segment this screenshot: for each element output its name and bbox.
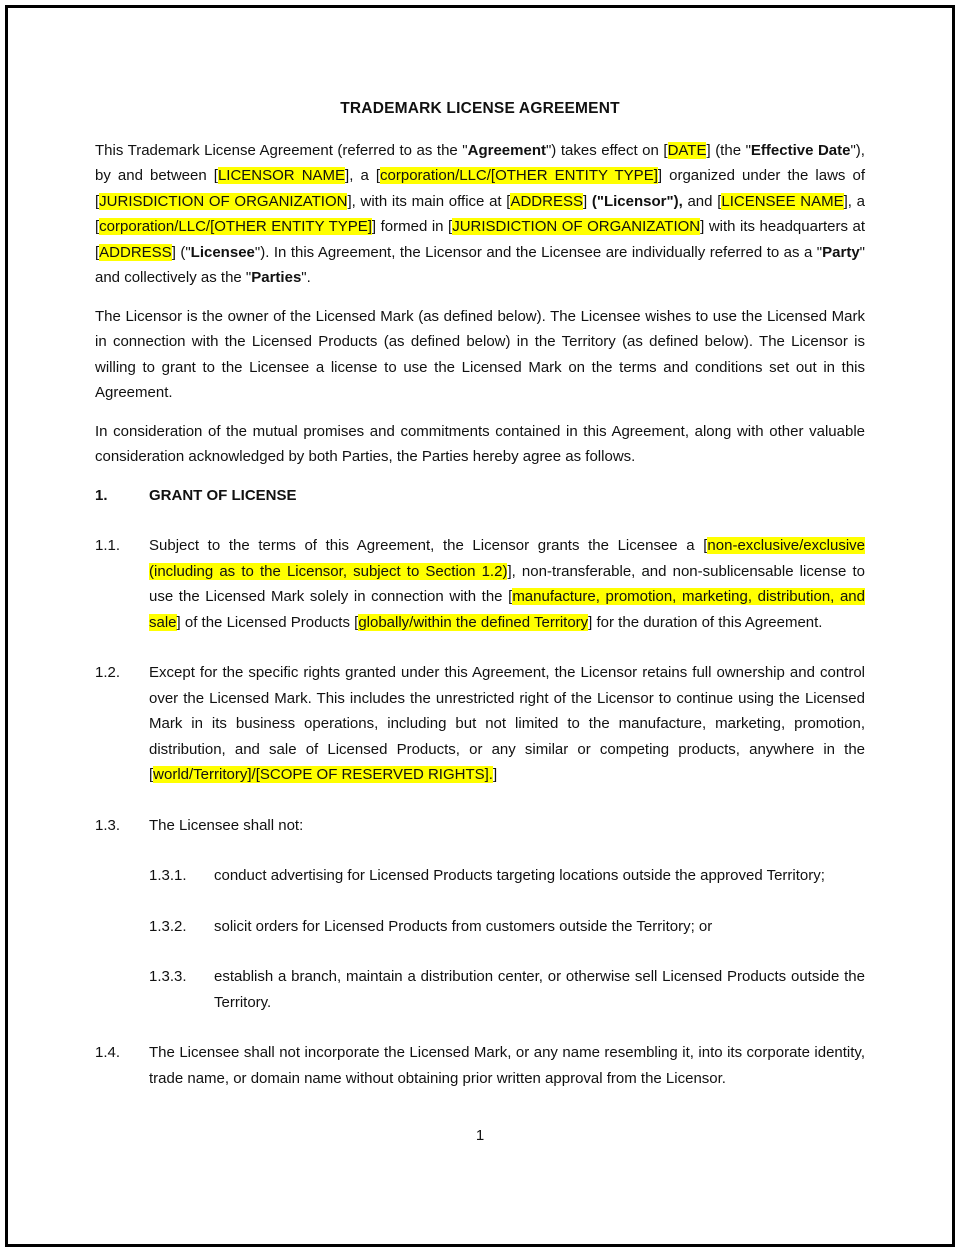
clause-1-3 — [95, 813, 865, 839]
text-run: ") takes effect on [ — [545, 141, 668, 159]
text-run: ". — [301, 269, 311, 286]
item-number: 1. — [95, 486, 108, 504]
text-run: ] of the Licensed Products [ — [176, 613, 359, 631]
text-run: Except for the specific rights granted under this Agreement, the Licensor retains full ownership and control over the Licensed Mark. This includes the unrestricted right of the Licensor to continue using the Licensed Mark in its business operations, including but not limited to the manufacture, marketing, promotion, distribution, and sale of Licensed Products, or any similar or competing products, anywhere in the [ — [149, 664, 865, 783]
text-run: " and collectively as the " — [95, 243, 865, 286]
placeholder-highlight: DATE — [667, 141, 707, 159]
item-number: 1.3.1. — [149, 867, 187, 884]
text-run: This Trademark License Agreement (referred to as the " — [95, 141, 468, 159]
text-run: ] formed in [ — [371, 218, 453, 235]
text-run: Parties — [251, 269, 302, 286]
text-run: Subject to the terms of this Agreement, the Licensor grants the Licensee a [ — [149, 537, 708, 554]
text-run: ] organized under the laws of [ — [95, 167, 865, 210]
placeholder-highlight: manufacture, promotion, marketing, distribution, and sale — [149, 588, 865, 631]
text-run: solicit orders for Licensed Products from customers outside the Territory; or — [214, 917, 713, 935]
text-run: establish a branch, maintain a distribution center, or otherwise sell Licensed Products outside the Territory. — [214, 968, 865, 1011]
text-run: ] for the duration of this Agreement. — [588, 613, 823, 631]
item-number: 1.2. — [95, 664, 121, 681]
intro-paragraph — [95, 138, 865, 291]
section-1-heading — [95, 483, 865, 509]
text-run: ], a [ — [345, 167, 381, 184]
text-run: ("Licensor"), — [591, 192, 688, 210]
text-run: In consideration of the mutual promises and commitments contained in this Agreement, along with other valuable consideration acknowledged by both Parties, the Parties hereby agree as follows. — [95, 422, 865, 465]
text-run: ] (the " — [706, 141, 751, 159]
placeholder-highlight: JURISDICTION OF ORGANIZATION — [99, 192, 348, 210]
placeholder-highlight: globally/within the defined Territory — [358, 613, 589, 631]
item-number: 1.3.3. — [149, 968, 187, 985]
document-body — [95, 138, 865, 1092]
placeholder-highlight: LICENSEE NAME — [721, 192, 844, 210]
text-run: The Licensor is the owner of the Licensed Mark (as defined below). The Licensee wishes to use the Licensed Mark in connection with the Licensed Products (as defined below) in the Territory (as defined below). The Licensor is willing to grant to the Licensee a license to use the Licensed Mark on the terms and conditions set out in this Agreement. — [95, 307, 865, 401]
document-content — [8, 8, 952, 1149]
recitals-paragraph — [95, 304, 865, 406]
text-run: and [ — [687, 192, 722, 210]
clause-1-2 — [95, 660, 865, 788]
clause-1-1 — [95, 533, 865, 635]
placeholder-highlight: ADDRESS — [510, 192, 583, 210]
placeholder-highlight: ADDRESS — [99, 243, 172, 261]
placeholder-highlight: JURISDICTION OF ORGANIZATION — [452, 218, 701, 235]
text-run: Party — [822, 243, 860, 261]
clause-1-3-2 — [95, 914, 865, 940]
text-run: ] (" — [171, 243, 191, 261]
text-run: Agreement — [467, 141, 546, 159]
placeholder-highlight: world/Territory]/[SCOPE OF RESERVED RIGHTS]. — [153, 766, 493, 783]
text-run: "). In this Agreement, the Licensor and the Licensee are individually referred to as a " — [254, 243, 823, 261]
clause-1-4 — [95, 1040, 865, 1091]
item-number: 1.3.2. — [149, 917, 187, 935]
placeholder-highlight: corporation/LLC/[OTHER ENTITY TYPE] — [99, 218, 372, 235]
document-title: TRADEMARK LICENSE AGREEMENT — [340, 100, 620, 117]
text-run: ], a [ — [95, 192, 865, 235]
text-run: ] with its headquarters at [ — [95, 218, 865, 261]
text-run: ] — [492, 766, 498, 783]
text-run: ] — [582, 192, 592, 210]
placeholder-highlight: LICENSOR NAME — [217, 167, 346, 184]
text-run: ], non-transferable, and non-sublicensable license to use the Licensed Mark solely in connection with the [ — [149, 562, 866, 605]
text-run: conduct advertising for Licensed Products targeting locations outside the approved Territory; — [214, 867, 825, 884]
placeholder-highlight: corporation/LLC/[OTHER ENTITY TYPE] — [380, 167, 658, 184]
clause-1-3-3 — [95, 964, 865, 1015]
text-run: The Licensee shall not incorporate the Licensed Mark, or any name resembling it, into its corporate identity, trade name, or domain name without obtaining prior written approval from the Licensor. — [149, 1044, 865, 1087]
text-run: "), by and between [ — [95, 141, 865, 184]
document-page — [5, 5, 955, 1247]
item-number: 1.1. — [95, 537, 121, 554]
page-number: 1 — [475, 1127, 485, 1144]
text-run: The Licensee shall not: — [149, 816, 304, 834]
text-run: GRANT OF LICENSE — [149, 486, 297, 504]
clause-1-3-1 — [95, 863, 865, 889]
placeholder-highlight: non-exclusive/exclusive (including as to the Licensor, subject to Section 1.2) — [149, 537, 865, 580]
item-number: 1.4. — [95, 1044, 121, 1061]
text-run: Effective Date — [750, 141, 851, 159]
text-run: Licensee — [190, 243, 255, 261]
item-number: 1.3. — [95, 816, 121, 834]
consideration-paragraph — [95, 419, 865, 470]
text-run: ], with its main office at [ — [347, 192, 511, 210]
